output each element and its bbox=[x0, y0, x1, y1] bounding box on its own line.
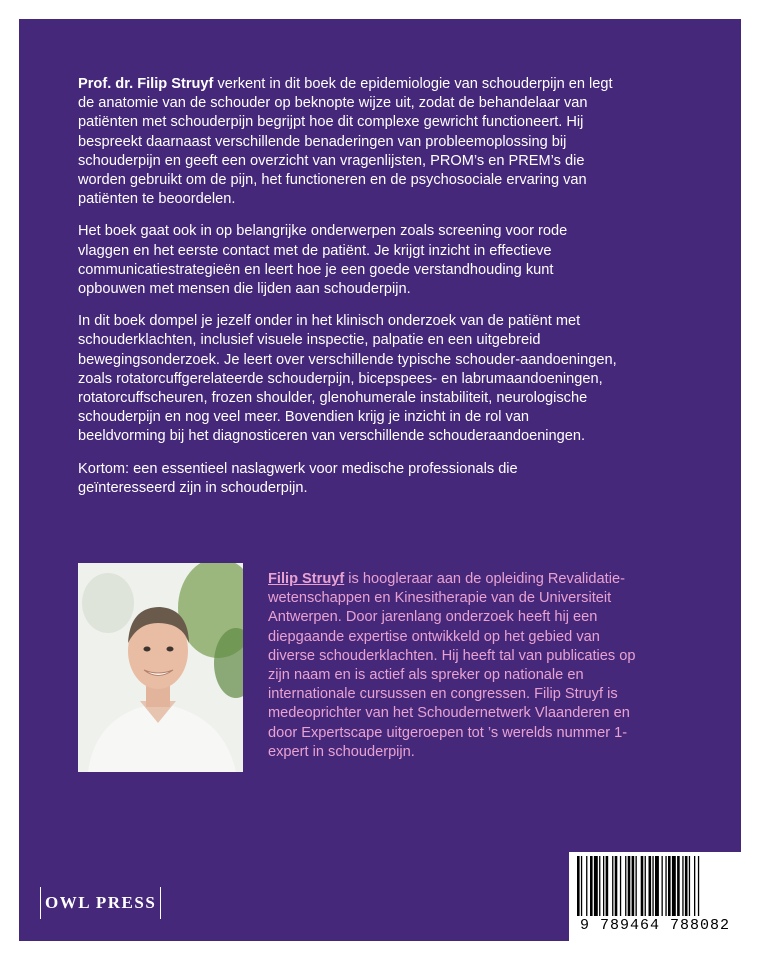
barcode-bar bbox=[632, 856, 635, 916]
blurb-paragraph-3: In dit boek dompel je jezelf onder in het klinisch onderzoek van de patiënt met schouderklachten, inclusief visuele inspectie, palpatie en een uitgebreid bewegingsonderzoek. Je leert over verschillende typische schouder-aandoeningen, zoals rotatorcuffgerelateerde schouderpijn, bicepspees- en labrumaandoeningen, rotatorcuffscheuren, frozen shoulder, glenohumerale instabiliteit, neurologische schouderpijn en nog veel meer. Bovendien krijg je inzicht in de rol van beeldvorming bij het diagnosticeren van verschillende schouderaandoeningen. bbox=[78, 313, 617, 445]
barcode-bar bbox=[682, 856, 683, 916]
barcode-bar bbox=[641, 856, 644, 916]
barcode-bar bbox=[694, 856, 695, 916]
author-bio bbox=[268, 570, 648, 762]
barcode-bar bbox=[615, 856, 618, 916]
barcode-bar bbox=[689, 856, 690, 916]
barcode-bar bbox=[698, 856, 699, 916]
barcode-bar bbox=[606, 856, 609, 916]
barcode-bars bbox=[577, 856, 733, 916]
blurb-text bbox=[78, 75, 618, 511]
barcode-bar bbox=[586, 856, 587, 916]
barcode-bar bbox=[594, 856, 598, 916]
barcode bbox=[569, 852, 741, 941]
barcode-bar bbox=[590, 856, 593, 916]
barcode-bar bbox=[662, 856, 663, 916]
blurb-paragraph-1 bbox=[78, 75, 618, 209]
barcode-bar bbox=[612, 856, 613, 916]
barcode-bar bbox=[665, 856, 666, 916]
barcode-bar bbox=[645, 856, 646, 916]
barcode-bar bbox=[581, 856, 582, 916]
author-bio-name: Filip Struyf bbox=[268, 571, 345, 587]
barcode-bar bbox=[668, 856, 671, 916]
author-bio-text: is hoogleraar aan de opleiding Revalidatie-wetenschappen en Kinesitherapie van de Universiteit Antwerpen. Door jarenlang onderzoek heeft hij een diepgaande expertise ontwikkeld op het gebied van diverse schouderklachten. Hij heeft tal van publicaties op zijn naam en is actief als spreker op nationale en internationale cursussen en congressen. Filip Struyf is medeoprichter van het Schoudernetwerk Vlaanderen en door Expertscape uitgeroepen tot ’s werelds nummer 1-expert in schouderpijn. bbox=[268, 571, 636, 760]
author-photo bbox=[78, 563, 243, 772]
barcode-bar bbox=[677, 856, 680, 916]
isbn-number: 9 789464 788082 bbox=[579, 917, 731, 934]
author-name-bold: Prof. dr. Filip Struyf bbox=[78, 76, 214, 92]
barcode-bar bbox=[628, 856, 631, 916]
barcode-bar bbox=[655, 856, 659, 916]
blurb-paragraph-4: Kortom: een essentieel naslagwerk voor medische professionals die geïnteresseerd zijn in schouderpijn. bbox=[78, 460, 518, 496]
barcode-bar bbox=[625, 856, 626, 916]
barcode-bar bbox=[649, 856, 652, 916]
barcode-bar bbox=[672, 856, 676, 916]
blurb-paragraph-2: Het boek gaat ook in op belangrijke onderwerpen zoals screening voor rode vlaggen en het eerste contact met de patiënt. Je krijgt inzicht in effectieve communicatiestrategieën en leert hoe je een goede verstandhouding kunt opbouwen met mensen die lijden aan schouderpijn. bbox=[78, 223, 568, 298]
barcode-bar bbox=[636, 856, 637, 916]
blurb-paragraph-1-text: verkent in dit boek de epidemiologie van schouderpijn en legt de anatomie van de schouder op beknopte wijze uit, zodat de behandelaar van patiënten met schouderpijn begrijpt hoe dit complexe gewricht functioneert. Hij bespreekt daarnaast verschillende benaderingen van probleemoplossing bij schouderpijn en geeft een overzicht van vragenlijsten, PROM’s en PREM’s die worden gebruikt om de pijn, het functioneren en de psychosociale ervaring van patiënten te beoordelen. bbox=[78, 76, 613, 208]
barcode-bar bbox=[599, 856, 600, 916]
author-portrait-illustration bbox=[78, 563, 243, 772]
barcode-bar bbox=[577, 856, 580, 916]
barcode-bar bbox=[620, 856, 621, 916]
barcode-bar bbox=[652, 856, 653, 916]
barcode-bar bbox=[685, 856, 688, 916]
barcode-bar bbox=[603, 856, 604, 916]
publisher-logo: OWL PRESS bbox=[40, 887, 161, 919]
